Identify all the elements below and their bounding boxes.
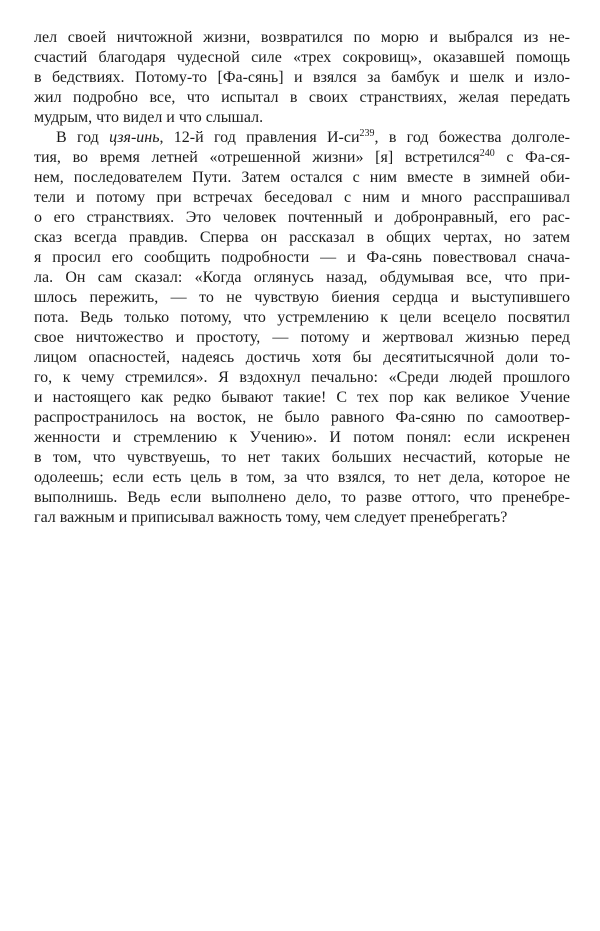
text-line: [34, 208, 570, 228]
text-line: [34, 28, 570, 48]
text-run: я просил его сообщить подробности — и Фа-сянь повествовал снача-: [34, 249, 570, 266]
text-run: выполнишь. Ведь если выполнено дело, то разве оттого, что пренебре-: [34, 489, 570, 506]
text-run: в бедствиях. Потому-то [Фа-сянь] и взялся за бамбук и шелк и изло-: [34, 69, 570, 86]
text-line: [34, 188, 570, 208]
text-line: [34, 248, 570, 268]
text-line: [34, 388, 570, 408]
text-run: пота. Ведь только потому, что устремлению к цели всецело посвятил: [34, 309, 570, 326]
text-line: [34, 108, 570, 128]
text-run: и настоящего как редко бывают такие! С тех пор как великое Учение: [34, 389, 570, 406]
text-run: тели и потому при встречах беседовал с ним и много расспрашивал: [34, 189, 570, 206]
text-run: счастий благодаря чудесной силе «трех сокровищ», оказавшей помощь: [34, 49, 570, 66]
text-run: жил подробно все, что испытал в своих странствиях, желая передать: [34, 89, 570, 106]
text-run: лицом опасностей, надеясь достичь хотя бы десятитысячной доли то-: [34, 349, 570, 366]
text-run: ла. Он сам сказал: «Когда оглянусь назад, обдумывая все, что при-: [34, 269, 570, 286]
text-line: [34, 128, 570, 148]
text-line: [34, 508, 570, 528]
text-run: с Фа-ся-: [494, 149, 571, 166]
text-line: [34, 488, 570, 508]
text-line: [34, 368, 570, 388]
text-run: шлось пережить, — то не чувствую биения сердца и выступившего: [34, 289, 570, 306]
page-text-block: [34, 28, 570, 528]
text-run: одолеешь; если есть цель в том, за что взялся, то нет дела, которое не: [34, 469, 570, 486]
text-run: сказ всегда правдив. Сперва он рассказал в общих чертах, но затем: [34, 229, 570, 246]
text-line: [34, 168, 570, 188]
text-run: женности и стремлению к Учению». И потом понял: если искренен: [34, 429, 570, 446]
footnote-ref: 239: [359, 128, 375, 139]
text-line: [34, 68, 570, 88]
text-run: мудрым, что видел и что слышал.: [34, 109, 264, 126]
text-line: [34, 48, 570, 68]
text-run: гал важным и приписывал важность тому, чем следует пренебрегать?: [34, 509, 508, 526]
text-line: [34, 428, 570, 448]
text-run: свое ничтожество и простоту, — потому и жертвовал жизнью перед: [34, 329, 570, 346]
text-line: [34, 268, 570, 288]
text-run: распространилось на восток, не было равного Фа-сяню по самоотвер-: [34, 409, 570, 426]
text-line: [34, 88, 570, 108]
text-run: лел своей ничтожной жизни, возвратился по морю и выбрался из не-: [34, 29, 570, 46]
text-line: [34, 468, 570, 488]
text-run: , 12-й год правления И-си: [159, 129, 360, 146]
italic-term: цзя-инь: [109, 129, 160, 146]
text-run: в том, что чувствуешь, то нет таких больших несчастий, которые не: [34, 449, 570, 466]
text-line: [34, 328, 570, 348]
text-run: В год: [56, 129, 110, 146]
text-run: о его странствиях. Это человек почтенный и добронравный, его рас-: [34, 209, 570, 226]
text-run: тия, во время летней «отрешенной жизни» [я] встретился: [34, 149, 480, 166]
text-line: [34, 448, 570, 468]
text-line: [34, 228, 570, 248]
text-line: [34, 148, 570, 168]
text-line: [34, 408, 570, 428]
text-line: [34, 308, 570, 328]
text-run: го, к чему стремился». Я вздохнул печально: «Среди людей прошлого: [34, 369, 570, 386]
text-run: , в год божества долголе-: [374, 129, 570, 146]
text-line: [34, 348, 570, 368]
footnote-ref: 240: [479, 148, 495, 159]
text-run: нем, последователем Пути. Затем остался с ним вместе в зимней оби-: [34, 169, 570, 186]
text-line: [34, 288, 570, 308]
